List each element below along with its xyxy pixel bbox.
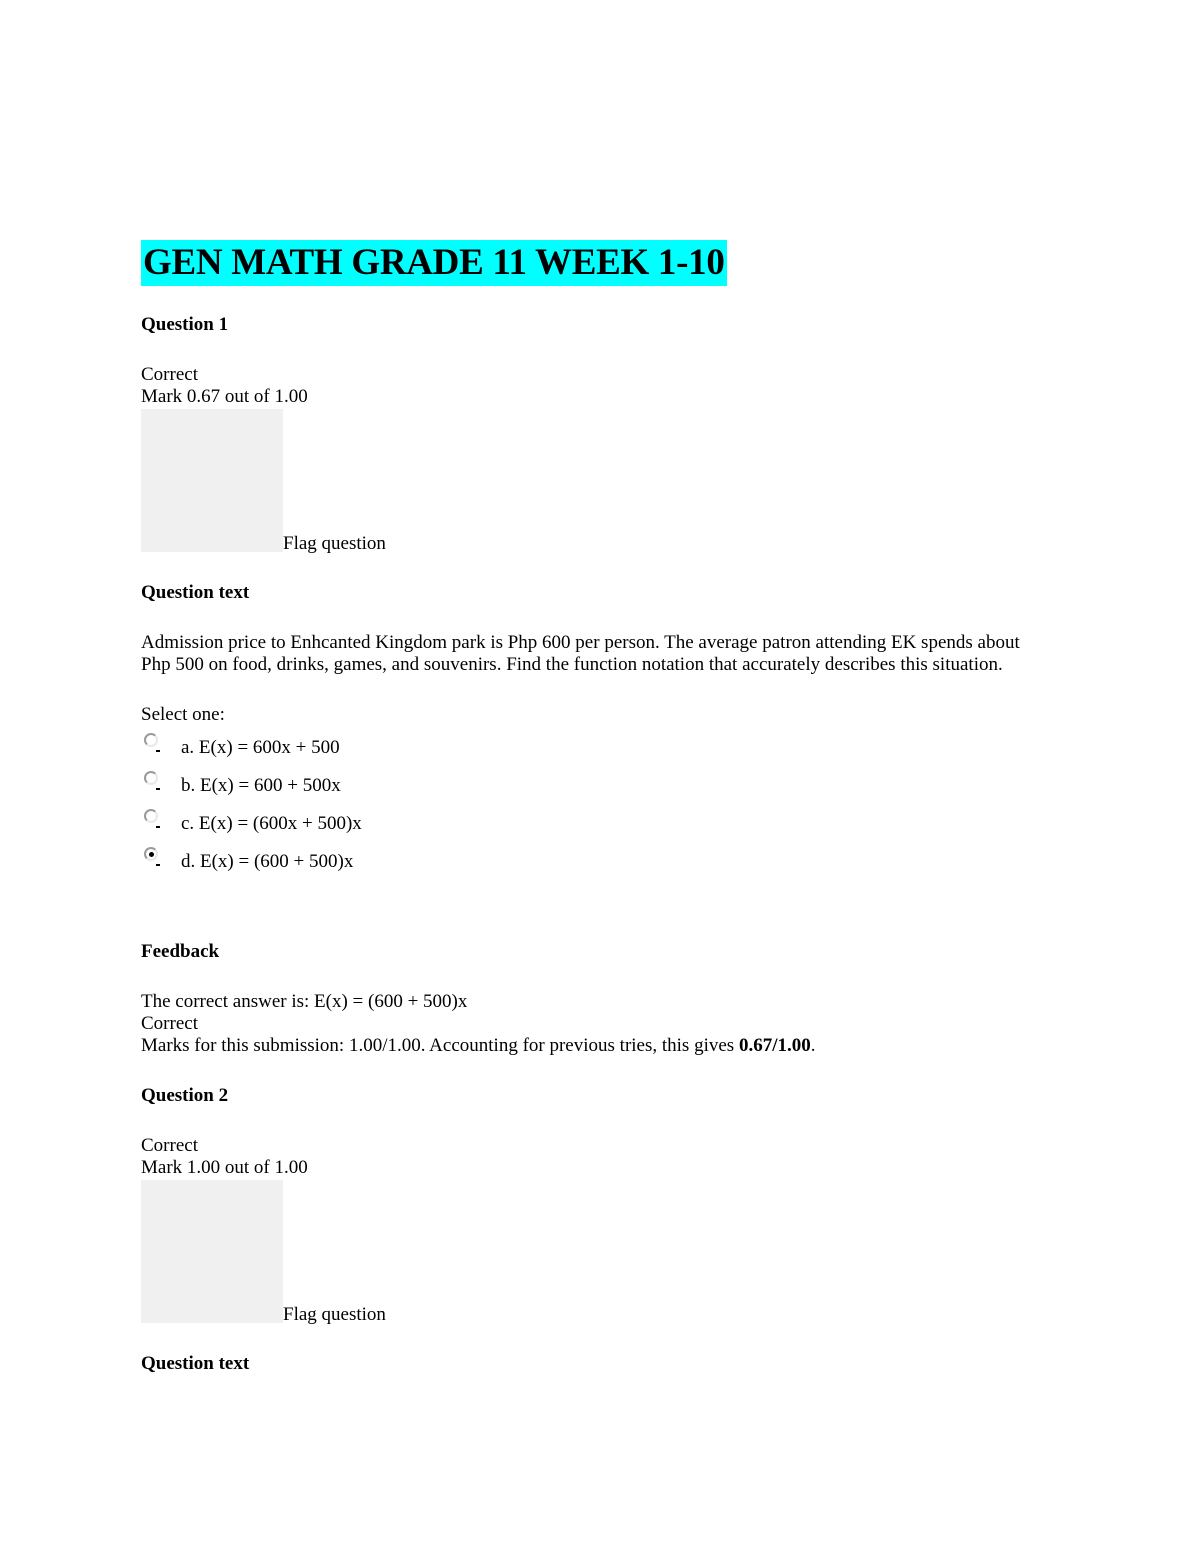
flag-question-link[interactable]: Flag question bbox=[283, 1304, 386, 1325]
option-c-label[interactable]: c. E(x) = (600x + 500)x bbox=[181, 813, 362, 834]
title-row bbox=[141, 240, 1081, 286]
marks-text bbox=[141, 1035, 1081, 1057]
option-d[interactable] bbox=[141, 847, 1081, 885]
option-a[interactable] bbox=[141, 733, 1081, 771]
select-one-prompt: Select one: bbox=[141, 704, 225, 725]
radio-tick-icon bbox=[156, 864, 160, 866]
radio-button[interactable] bbox=[144, 733, 158, 747]
radio-button[interactable] bbox=[144, 809, 158, 823]
correct-answer-text: The correct answer is: E(x) = (600 + 500)x bbox=[141, 991, 468, 1012]
flag-question-link[interactable]: Flag question bbox=[283, 533, 386, 554]
radio-tick-icon bbox=[156, 826, 160, 828]
question-1-mark: Mark 0.67 out of 1.00 bbox=[141, 386, 308, 407]
option-c[interactable] bbox=[141, 809, 1081, 847]
marks-text-end: . bbox=[810, 1035, 816, 1056]
radio-button[interactable] bbox=[144, 771, 158, 785]
marks-text-main: Marks for this submission: 1.00/1.00. Accounting for previous tries, this gives bbox=[141, 1035, 739, 1056]
radio-tick-icon bbox=[156, 750, 160, 752]
option-d-label[interactable]: d. E(x) = (600 + 500)x bbox=[181, 851, 354, 872]
question-1-heading: Question 1 bbox=[141, 314, 229, 335]
question-1-text-line-2: Php 500 on food, drinks, games, and souvenirs. Find the function notation that accurately describes this situation. bbox=[141, 654, 1003, 675]
question-1-status: Correct bbox=[141, 364, 198, 385]
flag-icon[interactable] bbox=[141, 1180, 283, 1323]
feedback-status: Correct bbox=[141, 1013, 198, 1034]
option-a-label[interactable]: a. E(x) = 600x + 500 bbox=[181, 737, 340, 758]
answer-options bbox=[141, 733, 1081, 885]
radio-tick-icon bbox=[156, 788, 160, 790]
question-1-text-heading: Question text bbox=[141, 582, 250, 603]
document-page bbox=[141, 240, 1081, 1375]
feedback-heading: Feedback bbox=[141, 941, 220, 962]
radio-dot-icon bbox=[149, 852, 154, 857]
question-2-status: Correct bbox=[141, 1135, 198, 1156]
question-2-mark: Mark 1.00 out of 1.00 bbox=[141, 1157, 308, 1178]
question-1-text-line-1: Admission price to Enhcanted Kingdom park is Php 600 per person. The average patron attending EK spends about bbox=[141, 632, 1020, 653]
question-2-flag[interactable] bbox=[141, 1180, 1081, 1323]
marks-score: 0.67/1.00 bbox=[738, 1035, 811, 1056]
question-2-heading: Question 2 bbox=[141, 1085, 229, 1106]
question-2-text-heading: Question text bbox=[141, 1353, 250, 1374]
radio-button-selected[interactable] bbox=[144, 847, 158, 861]
document-title: GEN MATH GRADE 11 WEEK 1-10 bbox=[141, 240, 727, 286]
flag-icon[interactable] bbox=[141, 409, 283, 552]
question-1-flag[interactable] bbox=[141, 409, 1081, 552]
option-b-label[interactable]: b. E(x) = 600 + 500x bbox=[181, 775, 341, 796]
option-b[interactable] bbox=[141, 771, 1081, 809]
